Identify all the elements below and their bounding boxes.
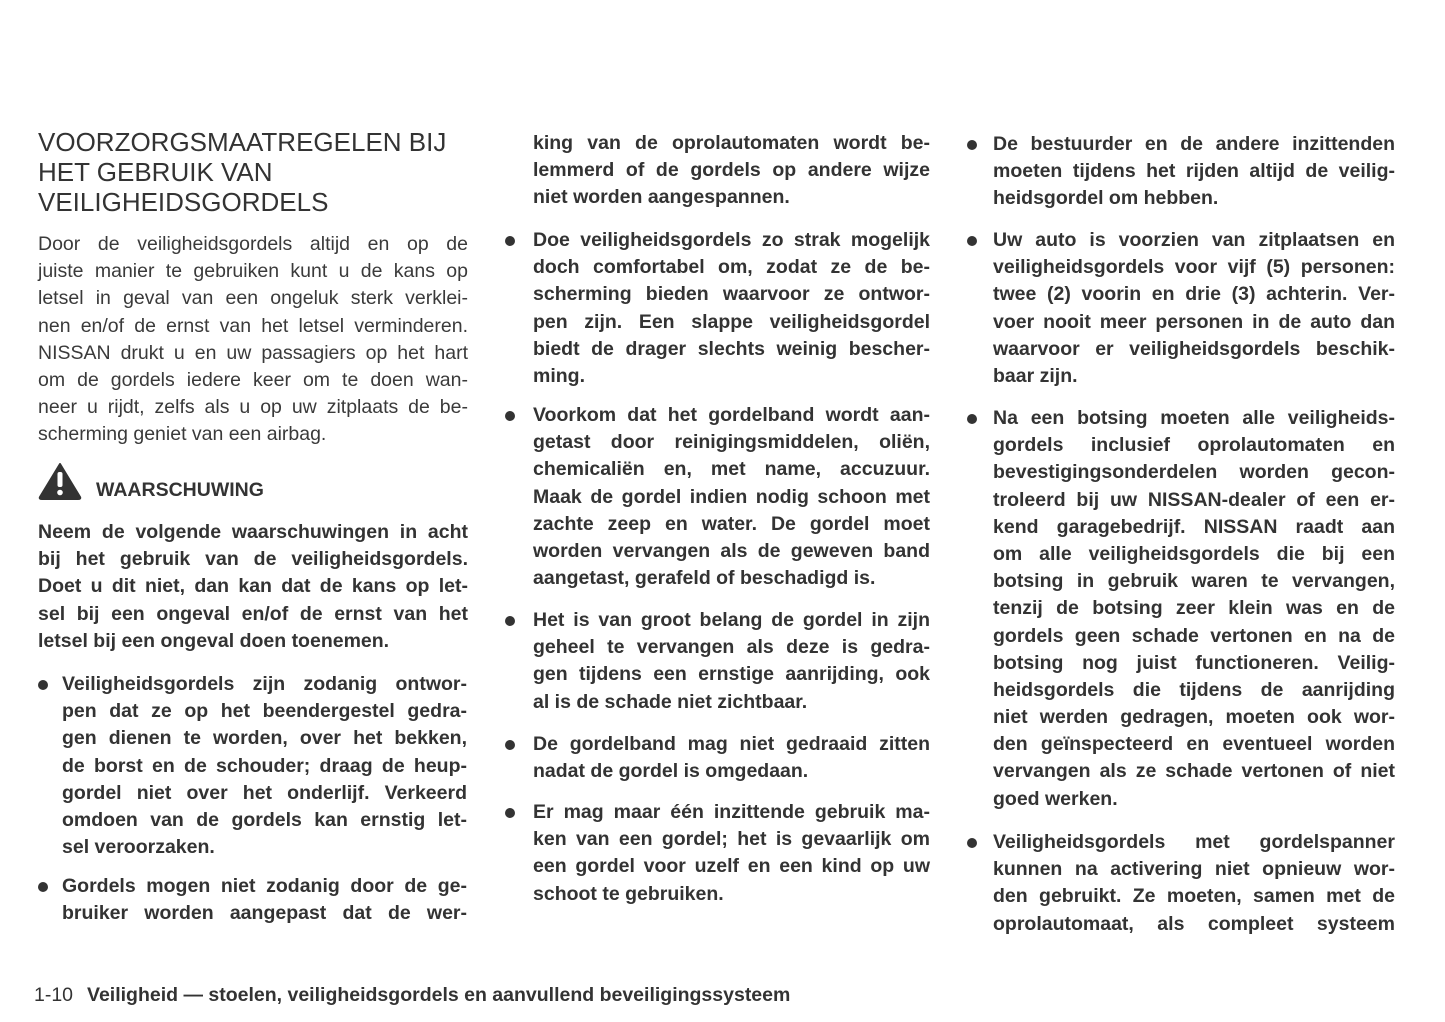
text-line: Doe veiligheidsgordels zo strak mogelijk: [533, 229, 930, 251]
bullet-icon: [505, 808, 515, 818]
text-line: ming.: [533, 364, 585, 387]
text-line: lemmerd of de gordels op andere wijze: [533, 159, 930, 182]
text-line: De gordelband mag niet gedraaid zitten: [533, 733, 930, 755]
text-line: bij het gebruik van de veiligheidsgordels.: [38, 548, 468, 571]
text-line: vervangen als ze schade vertonen of niet: [993, 760, 1395, 783]
page-footer: [34, 984, 790, 1007]
bullet-icon: [38, 882, 48, 892]
section-heading: [38, 127, 468, 217]
heading-line: VEILIGHEIDSGORDELS: [38, 187, 329, 217]
text-line: baar zijn.: [993, 364, 1078, 387]
text-line: Het is van groot belang de gordel in zijn: [533, 609, 930, 631]
text-line: oprolautomaat, als compleet systeem: [993, 912, 1395, 935]
bullet-icon: [967, 236, 977, 246]
text-line: Doet u dit niet, dan kan dat de kans op let-: [38, 575, 468, 598]
bullet-icon: [505, 616, 515, 626]
bullet-item: [993, 829, 1395, 938]
text-line: veiligheidsgordels voor vijf (5) personen:: [993, 256, 1395, 279]
text-line: om de gordels iedere keer om te doen wan-: [38, 368, 468, 391]
text-line: botsing in gebruik waren te vervangen,: [993, 570, 1395, 593]
text-line: scherming geniet van een airbag.: [38, 423, 327, 446]
text-line: gen dienen te worden, over het bekken,: [62, 727, 467, 750]
text-line: NISSAN drukt u en uw passagiers op het hart: [38, 341, 468, 364]
text-line: pen zijn. Een slappe veiligheidsgordel: [533, 310, 930, 333]
bullet-item: [533, 799, 930, 908]
text-line: Neem de volgende waarschuwingen in acht: [38, 521, 468, 543]
bullet-icon: [967, 140, 977, 150]
text-line: twee (2) voorin en drie (3) achterin. Ver-: [993, 283, 1395, 306]
warning-triangle-icon: [38, 462, 82, 505]
warning-header: [38, 462, 264, 505]
text-line: moeten tijdens het rijden altijd de veilig-: [993, 160, 1395, 183]
continued-paragraph: [533, 130, 930, 212]
text-line: schoot te gebruiken.: [533, 882, 724, 905]
bullet-icon: [505, 740, 515, 750]
text-line: sel veroorzaken.: [62, 836, 215, 859]
heading-line: HET GEBRUIK VAN: [38, 157, 273, 187]
text-line: Er mag maar één inzittende gebruik ma-: [533, 801, 930, 823]
text-line: letsel bij een ongeval doen toenemen.: [38, 629, 390, 652]
text-line: botsing nog juist functioneren. Veilig-: [993, 651, 1395, 674]
text-line: Veiligheidsgordels met gordelspanner: [993, 831, 1395, 853]
text-line: juiste manier te gebruiken kunt u de kans op: [38, 260, 468, 283]
text-line: al is de schade niet zichtbaar.: [533, 690, 808, 713]
bullet-item: [62, 873, 467, 927]
text-line: omdoen van de gordels kan ernstig let-: [62, 808, 467, 831]
bullet-item: [993, 405, 1395, 813]
bullet-item: [62, 671, 467, 861]
text-line: den geïnspecteerd en eventueel worden: [993, 733, 1395, 756]
text-line: tenzij de botsing zeer klein was en de: [993, 597, 1395, 620]
text-line: Na een botsing moeten alle veiligheids-: [993, 407, 1395, 429]
text-line: niet worden aangespannen.: [533, 186, 790, 209]
text-line: bruiker worden aangepast dat de wer-: [62, 902, 467, 925]
text-line: Gordels mogen niet zodanig door de ge-: [62, 875, 467, 897]
text-line: kunnen na activering niet opnieuw wor-: [993, 858, 1395, 881]
text-line: zachte zeep en water. De gordel moet: [533, 512, 930, 535]
text-line: bevestigingsonderdelen worden gecon-: [993, 461, 1395, 484]
text-line: worden vervangen als de geweven band: [533, 539, 930, 562]
bullet-item: [533, 227, 930, 390]
text-line: heidsgordels die tijdens de aanrijding: [993, 678, 1395, 701]
text-line: een gordel voor uzelf en een kind op uw: [533, 855, 930, 878]
warning-label: WAARSCHUWING: [96, 479, 264, 501]
text-line: ken van een gordel; het is gevaarlijk om: [533, 828, 930, 851]
text-line: om alle veiligheidsgordels die bij een: [993, 542, 1395, 565]
text-line: king van de oprolautomaten wordt be-: [533, 132, 930, 154]
text-line: neer u rijdt, zelfs als u op uw zitplaats de be-: [38, 396, 468, 419]
bullet-item: [533, 607, 930, 716]
chapter-title: Veiligheid — stoelen, veiligheidsgordels en aanvullend beveiligingssysteem: [87, 984, 791, 1006]
text-line: niet werden gedragen, moeten ook wor-: [993, 706, 1395, 729]
text-line: chemicaliën en, met name, accuzuur.: [533, 458, 930, 481]
text-line: waarvoor er veiligheidsgordels beschik-: [993, 337, 1395, 360]
page-number: 1-10: [34, 984, 74, 1006]
text-line: getast door reinigingsmiddelen, oliën,: [533, 431, 930, 454]
text-line: sel bij een ongeval en/of de ernst van het: [38, 602, 468, 625]
bullet-icon: [505, 411, 515, 421]
text-line: letsel in geval van een ongeluk sterk verklei-: [38, 287, 468, 310]
text-line: Voorkom dat het gordelband wordt aan-: [533, 404, 930, 426]
text-line: biedt de drager slechts weinig bescher-: [533, 337, 930, 360]
warning-paragraph: [38, 519, 468, 655]
bullet-icon: [967, 838, 977, 848]
text-line: gordel niet over het onderlijf. Verkeerd: [62, 781, 467, 804]
bullet-item: [533, 731, 930, 785]
text-line: kend garagebedrijf. NISSAN raadt aan: [993, 515, 1395, 538]
bullet-item: [993, 227, 1395, 390]
text-line: voer nooit meer personen in de auto dan: [993, 310, 1395, 333]
text-line: gordels geen schade vertonen en na de: [993, 624, 1395, 647]
text-line: Door de veiligheidsgordels altijd en op de: [38, 233, 468, 255]
heading-line: VOORZORGSMAATREGELEN BIJ: [38, 127, 447, 157]
text-line: doch comfortabel om, zodat ze de be-: [533, 256, 930, 279]
text-line: geheel te vervangen als deze is gedra-: [533, 636, 930, 659]
text-line: nadat de gordel is omgedaan.: [533, 760, 809, 783]
text-line: gen tijdens een ernstige aanrijding, ook: [533, 663, 930, 686]
bullet-item: [993, 131, 1395, 213]
text-line: scherming bieden waarvoor ze ontwor-: [533, 283, 930, 306]
text-line: den gebruikt. Ze moeten, samen met de: [993, 885, 1395, 908]
bullet-icon: [967, 414, 977, 424]
intro-paragraph: [38, 231, 468, 449]
text-line: Veiligheidsgordels zijn zodanig ontwor-: [62, 673, 467, 695]
text-line: Uw auto is voorzien van zitplaatsen en: [993, 229, 1395, 251]
bullet-item: [533, 402, 930, 592]
text-line: gordels inclusief oprolautomaten en: [993, 434, 1395, 457]
text-line: troleerd bij uw NISSAN-dealer of een er-: [993, 488, 1395, 511]
text-line: Maak de gordel indien nodig schoon met: [533, 485, 930, 508]
text-line: heidsgordel om hebben.: [993, 187, 1219, 210]
text-line: goed werken.: [993, 787, 1118, 810]
bullet-icon: [38, 680, 48, 690]
text-line: nen en/of de ernst van het letsel verminderen.: [38, 314, 468, 337]
text-line: aangetast, gerafeld of beschadigd is.: [533, 567, 876, 590]
bullet-icon: [505, 236, 515, 246]
text-line: de borst en de schouder; draag de heup-: [62, 754, 467, 777]
text-line: De bestuurder en de andere inzittenden: [993, 133, 1395, 155]
text-line: pen dat ze op het beendergestel gedra-: [62, 700, 467, 723]
